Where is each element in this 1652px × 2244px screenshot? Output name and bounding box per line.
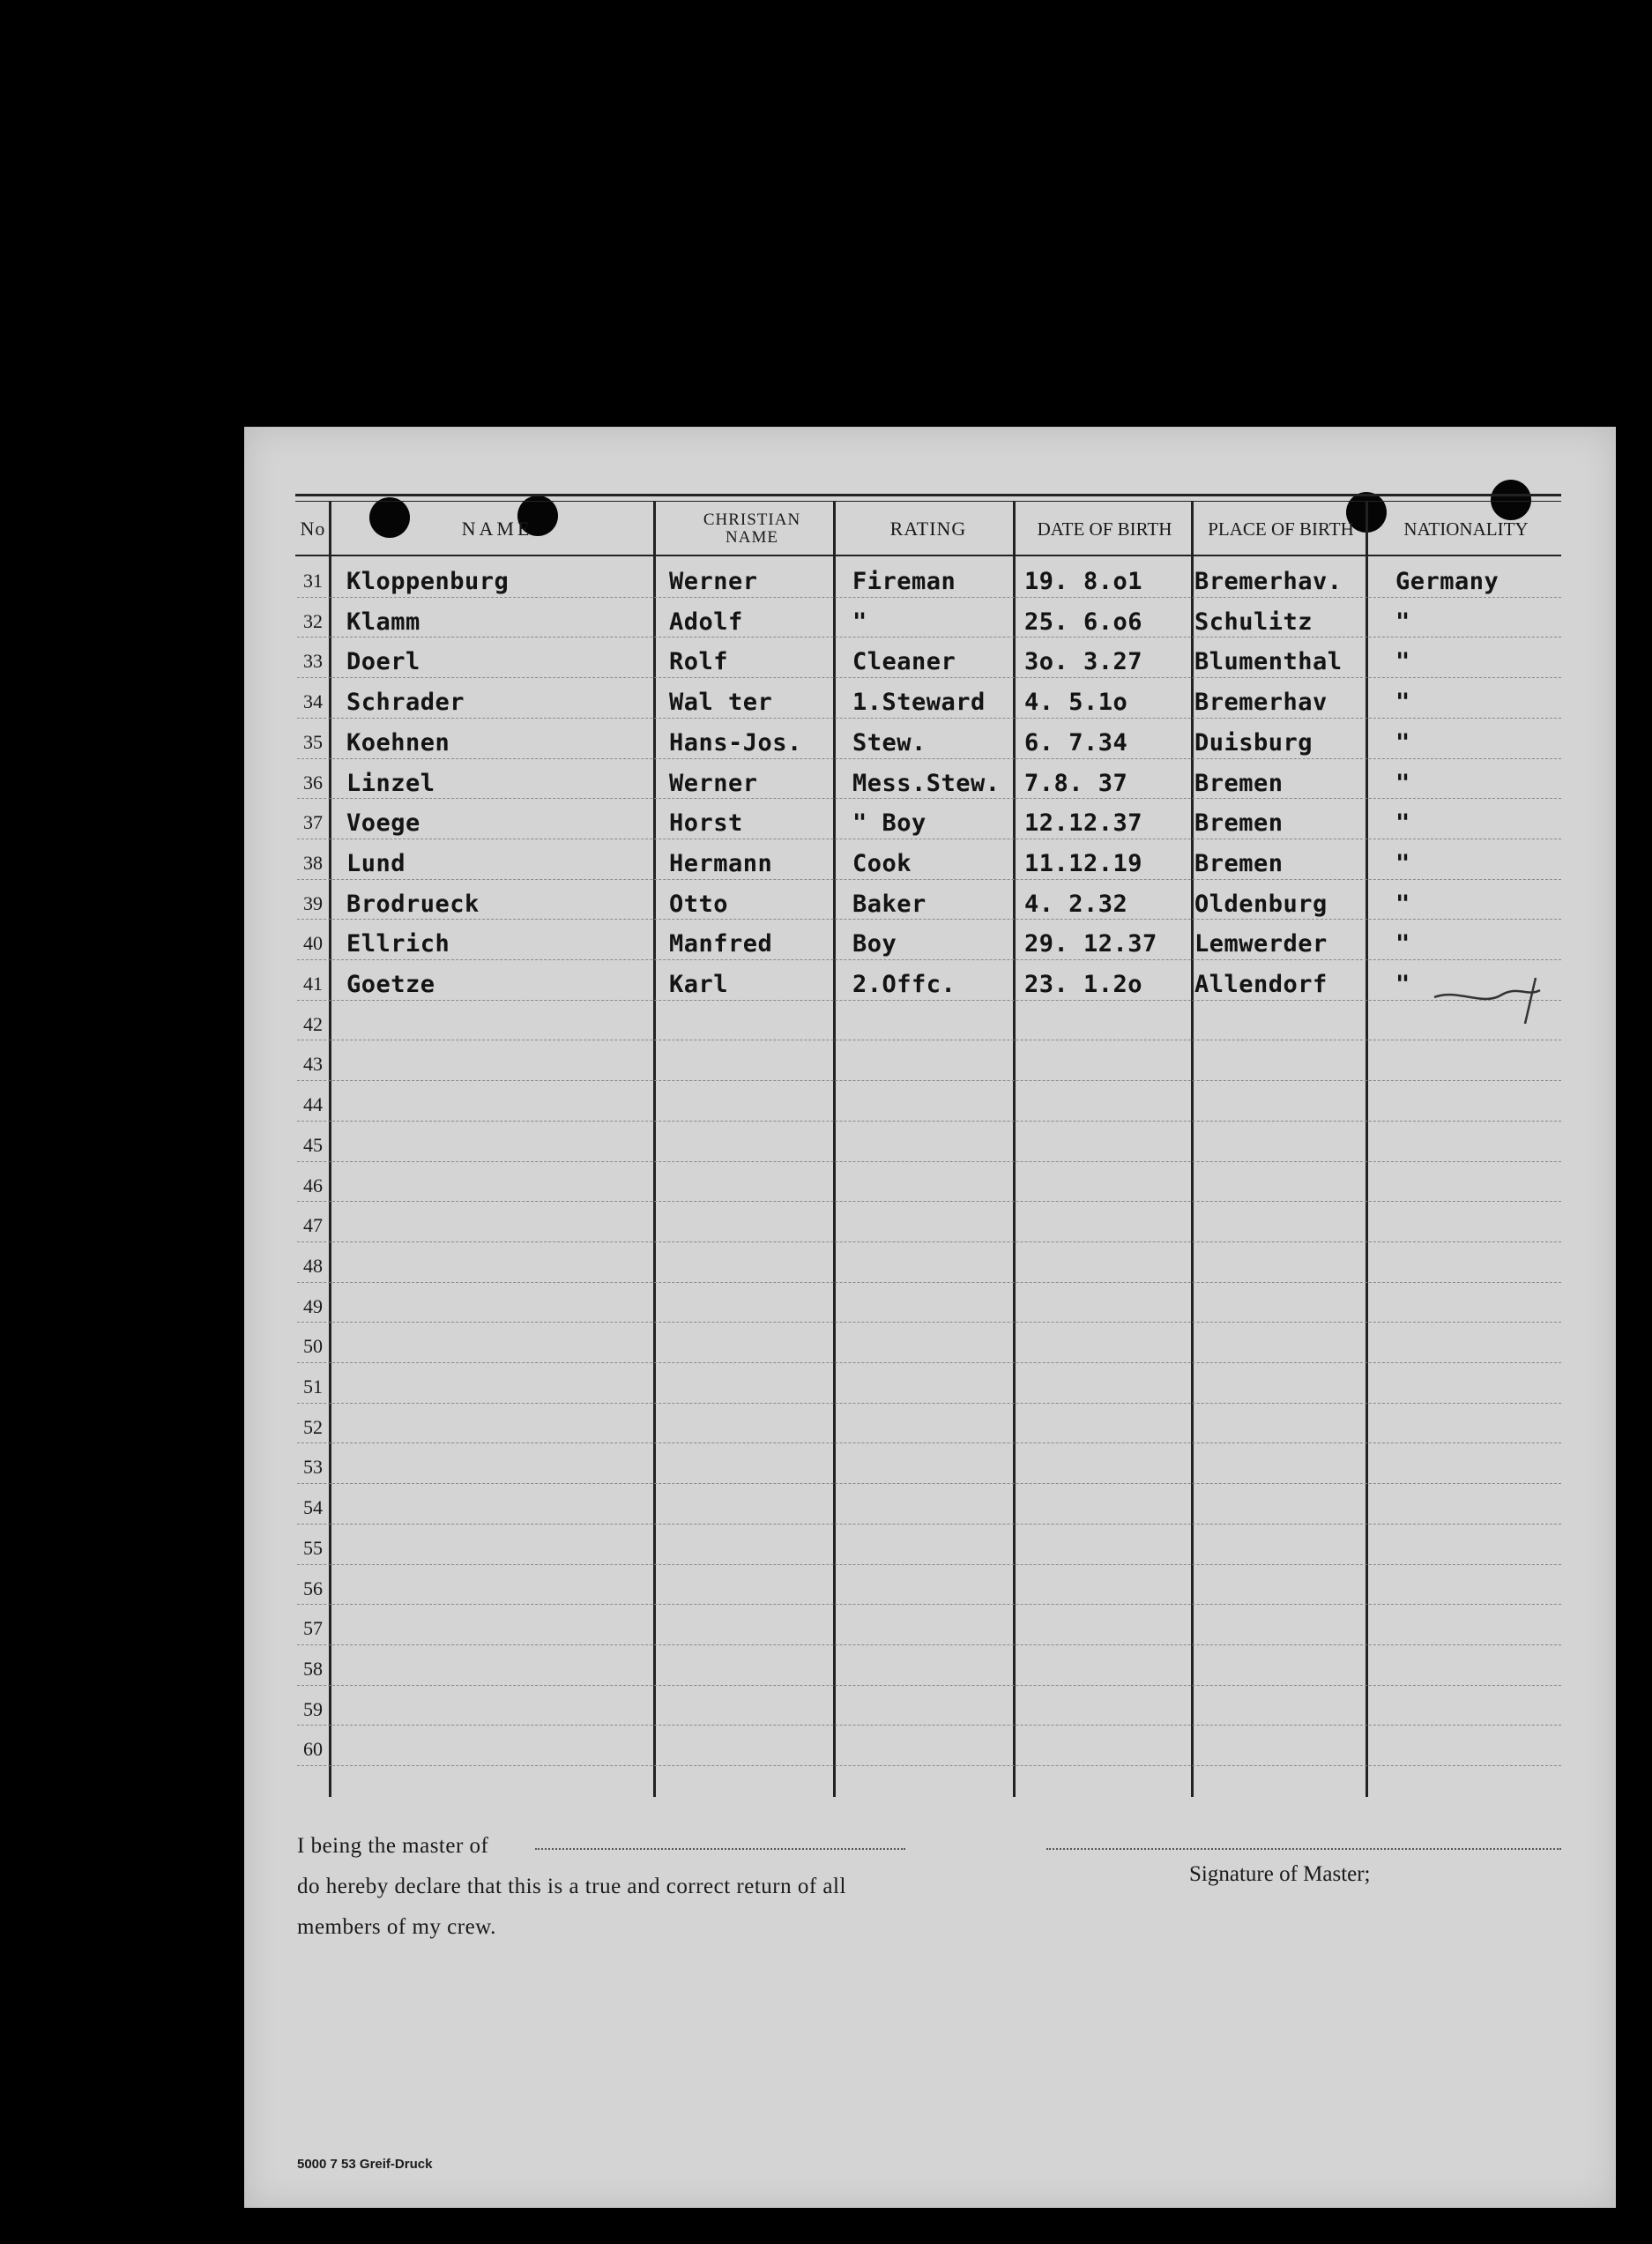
header-rating: RATING	[889, 518, 967, 540]
crew-list-sheet	[244, 427, 1616, 2208]
cell-christian-name: Hans-Jos.	[669, 728, 802, 757]
row-number: 40	[303, 932, 323, 955]
signature-of-master-label: Signature of Master;	[1189, 1862, 1371, 1886]
cell-place-of-birth: Bremerhav.	[1194, 568, 1343, 595]
signature-fill-line	[1046, 1848, 1561, 1850]
row-rule	[297, 1000, 1561, 1001]
cell-nationality: "	[1395, 608, 1410, 636]
row-number: 39	[303, 891, 323, 914]
cell-place-of-birth: Bremen	[1194, 809, 1284, 838]
row-rule	[297, 879, 1561, 880]
cell-rating: Mess.Stew.	[852, 769, 1001, 797]
row-rule	[297, 1685, 1561, 1686]
cell-rating: 2.Offc.	[852, 971, 956, 998]
row-number: 31	[303, 570, 323, 592]
cell-christian-name: Karl	[669, 971, 729, 998]
column-rule	[329, 501, 331, 1797]
cell-rating: Stew.	[852, 728, 926, 757]
vessel-name-fill-line	[535, 1848, 905, 1850]
cell-nationality: "	[1395, 769, 1410, 797]
row-number: 32	[303, 609, 323, 632]
row-rule	[297, 597, 1561, 598]
declaration-line-3: members of my crew.	[297, 1915, 496, 1939]
row-rule	[297, 1121, 1561, 1122]
cell-name: Koehnen	[346, 728, 450, 757]
row-number: 53	[303, 1456, 323, 1479]
cell-date-of-birth: 6. 7.34	[1024, 728, 1128, 757]
row-number: 52	[303, 1415, 323, 1438]
column-rule	[1191, 501, 1194, 1797]
row-rule	[297, 1604, 1561, 1605]
column-rule	[653, 501, 656, 1797]
cell-christian-name: Rolf	[669, 648, 729, 676]
cell-place-of-birth: Lemwerder	[1194, 930, 1328, 958]
row-number: 37	[303, 811, 323, 834]
row-number: 36	[303, 771, 323, 794]
cell-name: Doerl	[346, 648, 420, 676]
row-rule	[297, 1241, 1561, 1242]
cell-place-of-birth: Duisburg	[1194, 728, 1313, 757]
cell-rating: Boy	[852, 930, 897, 958]
header-place-of-birth: PLACE OF BIRTH	[1208, 518, 1354, 540]
header-date-of-birth: DATE OF BIRTH	[1037, 518, 1172, 540]
row-number: 43	[303, 1053, 323, 1076]
row-rule	[297, 1161, 1561, 1162]
cell-nationality: "	[1395, 809, 1410, 838]
row-number: 58	[303, 1657, 323, 1680]
cell-name: Klamm	[346, 608, 420, 636]
row-number: 54	[303, 1496, 323, 1519]
header-christian-name-line1: CHRISTIAN	[703, 511, 801, 529]
row-number: 59	[303, 1697, 323, 1720]
row-number: 49	[303, 1294, 323, 1317]
cell-nationality: "	[1395, 728, 1410, 757]
row-number: 57	[303, 1617, 323, 1640]
cell-name: Brodrueck	[346, 890, 480, 918]
column-rule	[1366, 501, 1368, 1797]
cell-christian-name: Werner	[669, 769, 758, 797]
row-number: 35	[303, 730, 323, 753]
header-no: No	[300, 518, 326, 540]
cell-date-of-birth: 4. 5.1o	[1024, 689, 1128, 717]
row-rule	[297, 1483, 1561, 1484]
table-top-rule	[295, 501, 1561, 502]
cell-name: Schrader	[346, 689, 465, 717]
row-rule	[297, 1362, 1561, 1363]
cell-name: Voege	[346, 809, 420, 838]
cell-nationality: "	[1395, 930, 1410, 958]
row-rule	[297, 1644, 1561, 1645]
header-bottom-rule	[295, 555, 1561, 556]
row-number: 48	[303, 1254, 323, 1277]
row-number: 56	[303, 1577, 323, 1599]
row-rule	[297, 1564, 1561, 1565]
cell-rating: " Boy	[852, 809, 926, 838]
declaration-line-2: do hereby declare that this is a true and correct return of all	[297, 1875, 846, 1898]
cell-name: Goetze	[346, 971, 435, 998]
cell-christian-name: Wal ter	[669, 689, 773, 717]
header-christian-name	[662, 511, 842, 547]
cell-date-of-birth: 19. 8.o1	[1024, 568, 1143, 595]
row-number: 34	[303, 690, 323, 713]
table-top-rule	[295, 494, 1561, 496]
cell-rating: "	[852, 608, 867, 636]
cell-nationality: "	[1395, 648, 1410, 676]
row-number: 46	[303, 1174, 323, 1197]
cell-christian-name: Werner	[669, 568, 758, 595]
row-number: 51	[303, 1375, 323, 1398]
row-rule	[297, 1725, 1561, 1726]
cell-christian-name: Hermann	[669, 849, 773, 877]
row-rule	[297, 718, 1561, 719]
cell-christian-name: Adolf	[669, 608, 743, 636]
cell-name: Linzel	[346, 769, 435, 797]
cell-rating: 1.Steward	[852, 689, 986, 717]
cell-date-of-birth: 12.12.37	[1024, 809, 1143, 838]
header-name: NAME	[461, 518, 533, 540]
cell-nationality: "	[1395, 971, 1410, 998]
row-rule	[297, 1080, 1561, 1081]
row-number: 47	[303, 1214, 323, 1237]
row-rule	[297, 677, 1561, 678]
cell-christian-name: Otto	[669, 890, 729, 918]
cell-place-of-birth: Allendorf	[1194, 971, 1328, 998]
row-number: 33	[303, 650, 323, 673]
declaration-line-1: I being the master of	[297, 1834, 489, 1858]
cell-nationality: Germany	[1395, 568, 1499, 595]
cell-date-of-birth: 11.12.19	[1024, 849, 1143, 877]
cell-nationality: "	[1395, 849, 1410, 877]
row-number: 38	[303, 851, 323, 874]
row-number: 60	[303, 1738, 323, 1761]
cell-christian-name: Manfred	[669, 930, 773, 958]
column-rule	[833, 501, 836, 1797]
row-number: 50	[303, 1335, 323, 1358]
row-rule	[297, 1403, 1561, 1404]
cell-place-of-birth: Bremen	[1194, 769, 1284, 797]
cell-place-of-birth: Blumenthal	[1194, 648, 1343, 676]
row-rule	[297, 959, 1561, 960]
cell-rating: Baker	[852, 890, 926, 918]
handwritten-mark	[1430, 971, 1571, 1033]
row-number: 41	[303, 973, 323, 995]
cell-place-of-birth: Schulitz	[1194, 608, 1313, 636]
row-rule	[297, 758, 1561, 759]
row-rule	[297, 1765, 1561, 1766]
cell-date-of-birth: 25. 6.o6	[1024, 608, 1143, 636]
cell-date-of-birth: 3o. 3.27	[1024, 648, 1143, 676]
header-christian-name-line2: NAME	[726, 528, 778, 547]
row-rule	[297, 1524, 1561, 1525]
cell-place-of-birth: Bremen	[1194, 849, 1284, 877]
cell-name: Lund	[346, 849, 406, 877]
row-number: 55	[303, 1536, 323, 1559]
cell-name: Ellrich	[346, 930, 450, 958]
printer-mark: 5000 7 53 Greif-Druck	[297, 2157, 433, 2172]
cell-place-of-birth: Oldenburg	[1194, 890, 1328, 918]
header-nationality: NATIONALITY	[1403, 518, 1529, 540]
cell-date-of-birth: 29. 12.37	[1024, 930, 1157, 958]
column-rule	[1013, 501, 1016, 1797]
row-rule	[297, 798, 1561, 799]
cell-name: Kloppenburg	[346, 568, 510, 595]
row-rule	[297, 919, 1561, 920]
cell-nationality: "	[1395, 890, 1410, 918]
cell-nationality: "	[1395, 689, 1410, 717]
cell-date-of-birth: 7.8. 37	[1024, 769, 1128, 797]
cell-date-of-birth: 4. 2.32	[1024, 890, 1128, 918]
row-number: 45	[303, 1133, 323, 1156]
row-rule	[297, 1201, 1561, 1202]
row-rule	[297, 1282, 1561, 1283]
cell-rating: Cleaner	[852, 648, 956, 676]
cell-rating: Fireman	[852, 568, 956, 595]
cell-place-of-birth: Bremerhav	[1194, 689, 1328, 717]
row-number: 44	[303, 1093, 323, 1116]
cell-rating: Cook	[852, 849, 912, 877]
row-rule	[297, 1322, 1561, 1323]
row-number: 42	[303, 1012, 323, 1035]
cell-christian-name: Horst	[669, 809, 743, 838]
cell-date-of-birth: 23. 1.2o	[1024, 971, 1143, 998]
